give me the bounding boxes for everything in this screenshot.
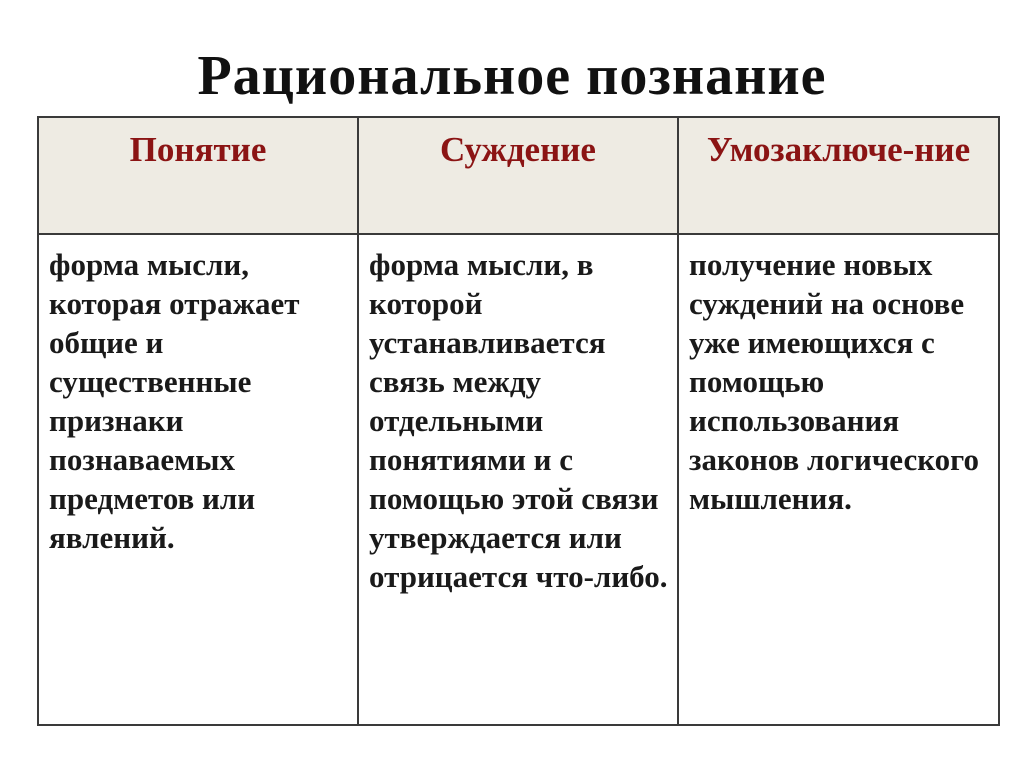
cell-judgment-definition [358,234,678,725]
table-row [38,234,999,725]
page-title: Рациональное познание [197,45,827,107]
header-judgment: Суждение [358,117,678,234]
cell-judgment-text: форма мысли, в которой устанавливается связь между отдельными понятиями и с помощью этой связи утверждается или отрицается что-либо. [369,247,668,594]
rational-cognition-table [37,116,1000,726]
cell-inference-text: получение новых суждений на основе уже имеющихся с помощью использования законов логического мышления. [689,247,979,516]
header-concept: Понятие [38,117,358,234]
cell-concept-definition [38,234,358,725]
cell-inference-definition [678,234,999,725]
table-header-row [38,117,999,234]
header-inference: Умозаключе-ние [678,117,999,234]
cell-concept-text: форма мысли, которая отражает общие и существенные признаки познаваемых предметов или явлений. [49,247,300,555]
